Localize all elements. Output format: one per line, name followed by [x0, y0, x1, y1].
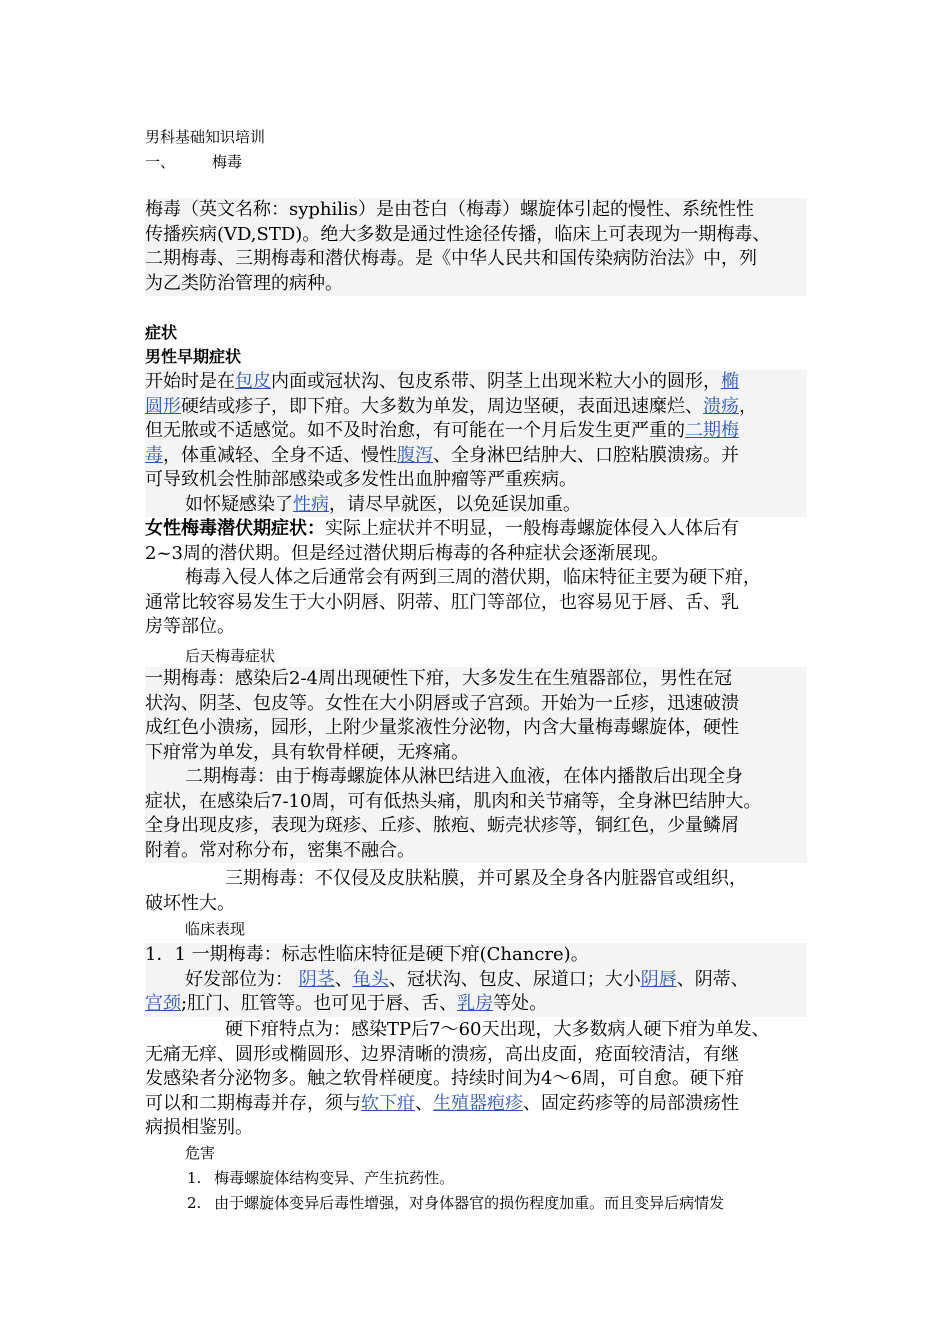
harm-item: [187, 1167, 454, 1189]
clinical-paragraph: [145, 943, 807, 1017]
stage3-line: 三期梅毒：不仅侵及皮肤粘膜，并可累及全身各内脏器官或组织，: [225, 868, 747, 889]
male-symptoms-paragraph: [145, 370, 807, 517]
harm-item-number: 1.: [187, 1169, 202, 1187]
link-penis[interactable]: 阴茎: [298, 968, 335, 990]
text-run: 、: [415, 1092, 433, 1114]
stage2-line: 全身出现皮疹，表现为斑疹、丘疹、脓疱、蛎壳状疹等，铜红色，少量鳞屑: [145, 815, 739, 836]
stage1-line: 成红色小溃疡，园形，上附少量浆液性分泌物，内含大量梅毒螺旋体，硬性: [145, 717, 739, 738]
text-line: 通常比较容易发生于大小阴唇、阴蒂、肛门等部位，也容易见于唇、舌、乳: [145, 591, 739, 613]
link-genital-herpes[interactable]: 生殖器疱疹: [433, 1092, 523, 1114]
text-run: 、: [334, 968, 353, 990]
stage2-line: 附着。常对称分布，密集不融合。: [145, 839, 415, 861]
female-symptoms-paragraph: [145, 517, 807, 640]
text-run: 、全身淋巴结肿大、口腔粘膜溃疡。并: [433, 444, 739, 466]
stage-paragraphs: [145, 667, 807, 863]
intro-line: 二期梅毒、三期梅毒和潜伏梅毒。是《中华人民共和国传染病防治法》中，列: [145, 248, 757, 269]
text-run: ，请尽早就医，以免延误加重。: [329, 493, 581, 515]
text-run: 、冠状沟、包皮、尿道口；大小: [388, 968, 641, 990]
text-run: 等处。: [493, 993, 548, 1014]
text-run: ，体重减轻、全身不适、慢性: [163, 444, 397, 466]
harm-item-text: 梅毒螺旋体结构变异、产生抗药性。: [214, 1169, 455, 1187]
text-run: 内面或冠状沟、包皮系带、阴茎上出现米粒大小的圆形，: [271, 371, 721, 392]
symptoms-heading: 症状: [145, 323, 178, 342]
text-run: ;肛门、肛管等。也可见于唇、舌、: [181, 993, 458, 1014]
link-std[interactable]: 性病: [293, 493, 329, 515]
text-run: 可以和二期梅毒并存，须与: [145, 1092, 361, 1114]
chancre-paragraph: [145, 1018, 807, 1141]
text-line: 房等部位。: [145, 616, 235, 637]
text-run: 但无脓或不适感觉。如不及时治愈，有可能在一个月后发生更严重的: [145, 420, 685, 441]
text-run: 实际上症状并不明显，一般梅毒螺旋体侵入人体后有: [325, 518, 739, 539]
stage1-line: 一期梅毒：感染后2-4周出现硬性下疳，大多发生在生殖器部位，男性在冠: [145, 668, 732, 689]
clinical-heading: 临床表现: [185, 920, 246, 938]
link-ulcer[interactable]: 溃疡: [703, 395, 739, 417]
link-diarrhea[interactable]: 腹泻: [397, 444, 433, 466]
link-secondary-syphilis[interactable]: 二期梅: [685, 420, 739, 441]
harm-item-number: 2.: [187, 1194, 202, 1212]
text-line: 可导致机会性肺部感染或多发性出血肿瘤等严重疾病。: [145, 469, 577, 490]
link-ellipse[interactable]: 椭: [721, 371, 739, 392]
stage3-paragraph: [145, 867, 807, 916]
link-chancroid[interactable]: 软下疳: [361, 1092, 415, 1114]
text-run: 、阴蒂、: [676, 968, 749, 990]
stage2-line: 症状，在感染后7-10周，可有低热头痛，肌肉和关节痛等，全身淋巴结肿大。: [145, 790, 762, 812]
link-secondary-syphilis-cont[interactable]: 毒: [145, 444, 163, 466]
doc-title: 男科基础知识培训: [145, 128, 266, 146]
text-run: 好发部位为：: [185, 968, 293, 990]
text-line: 梅毒入侵人体之后通常会有两到三周的潜伏期，临床特征主要为硬下疳，: [185, 567, 761, 588]
section-number: 一、: [145, 153, 176, 171]
link-glans[interactable]: 龟头: [352, 968, 389, 990]
female-symptoms-heading: 女性梅毒潜伏期症状：: [145, 518, 325, 539]
link-labia[interactable]: 阴唇: [640, 968, 677, 990]
intro-line: 梅毒（英文名称：syphilis）是由苍白（梅毒）螺旋体引起的慢性、系统性性: [145, 199, 755, 220]
intro-line: 传播疾病(VD,STD)。绝大多数是通过性途径传播，临床上可表现为一期梅毒、: [145, 223, 771, 245]
harm-item-text: 由于螺旋体变异后毒性增强，对身体器官的损伤程度加重。而且变异后病情发: [214, 1194, 725, 1212]
text-line: 病损相鉴别。: [145, 1117, 253, 1138]
stage1-line: 状沟、阴茎、包皮等。女性在大小阴唇或子宫颈。开始为一丘疹，迅速破溃: [145, 692, 739, 714]
text-run: 开始时是在: [145, 371, 235, 392]
text-line: 硬下疳特点为：感染TP后7～60天出现，大多数病人硬下疳为单发、: [225, 1019, 770, 1040]
harm-item: [187, 1192, 724, 1214]
link-foreskin[interactable]: 包皮: [235, 371, 271, 392]
harm-heading: 危害: [185, 1144, 216, 1162]
text-line: 无痛无痒、圆形或椭圆形、边界清晰的溃疡，高出皮面，疮面较清洁，有继: [145, 1043, 739, 1065]
stage3-line: 破坏性大。: [145, 892, 235, 914]
text-line: 发感染者分泌物多。触之软骨样硬度。持续时间为4～6周，可自愈。硬下疳: [145, 1068, 744, 1089]
link-breast[interactable]: 乳房: [457, 993, 494, 1014]
acquired-heading: 后天梅毒症状: [185, 647, 276, 665]
clinical-item-1: 1．1 一期梅毒：标志性临床特征是硬下疳(Chancre)。: [145, 944, 589, 965]
link-cervix[interactable]: 宫颈: [145, 993, 181, 1014]
stage2-line: 二期梅毒：由于梅毒螺旋体从淋巴结进入血液，在体内播散后出现全身: [185, 766, 743, 787]
text-run: ，: [739, 395, 757, 417]
male-symptoms-heading: 男性早期症状: [145, 347, 242, 366]
text-line: 2~3周的潜伏期。但是经过潜伏期后梅毒的各种症状会逐渐展现。: [145, 542, 669, 564]
link-ellipse-cont[interactable]: 圆形: [145, 395, 181, 417]
text-run: 如怀疑感染了: [185, 493, 293, 515]
text-run: 硬结或疹子，即下疳。大多数为单发，周边坚硬，表面迅速糜烂、: [181, 395, 703, 417]
intro-paragraph: [145, 198, 807, 296]
intro-line: 为乙类防治管理的病种。: [145, 272, 343, 294]
text-run: 、固定药疹等的局部溃疡性: [523, 1092, 739, 1114]
stage1-line: 下疳常为单发，具有软骨样硬，无疼痛。: [145, 741, 469, 763]
section-title: 梅毒: [212, 153, 243, 171]
